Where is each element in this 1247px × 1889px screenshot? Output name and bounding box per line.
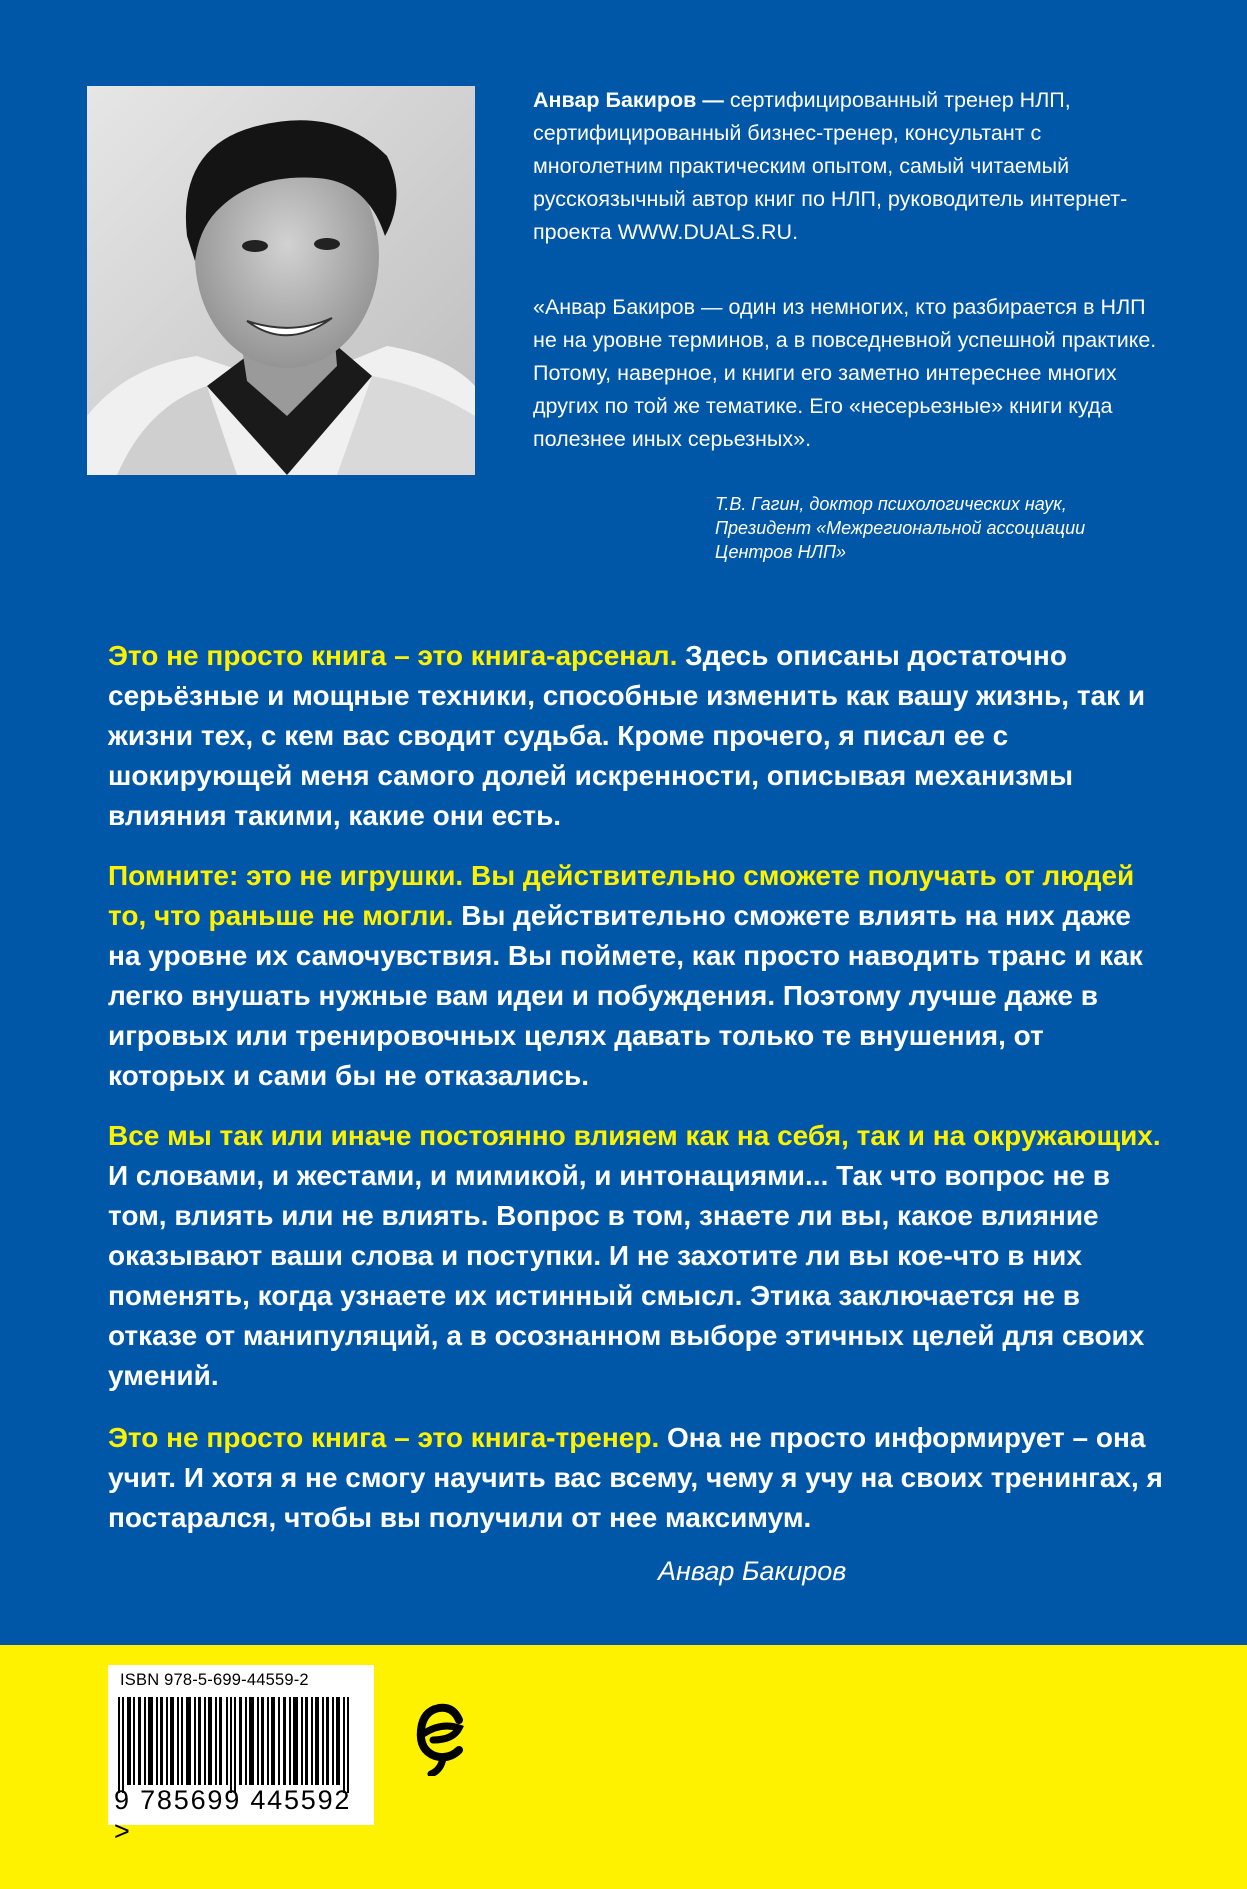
- paragraph-text: Она не просто информирует – она учит. И хотя я не смогу научить вас всему, чему я учу на своих тренингах, я постарался, чтобы вы получили от нее максимум.: [108, 1422, 1163, 1533]
- quote-attribution: [715, 492, 1155, 564]
- publisher-logo-icon: [413, 1700, 469, 1776]
- review-quote: «Анвар Бакиров — один из немногих, кто разбирается в НЛП не на уровне терминов, а в повседневной успешной практике. Потому, наверное, и книги его заметно интереснее многих других по той же тематике. Его «несерьезные» книги куда полезнее иных серьезных».: [533, 295, 1157, 451]
- author-name: Анвар Бакиров —: [533, 88, 724, 112]
- author-bio-text: сертифицированный тренер НЛП, сертифицированный бизнес-тренер, консультант с многолетним практическим опытом, самый читаемый русскоязычный автор книг по НЛП, руководитель интернет-проекта WWW.DUALS.RU.: [533, 88, 1128, 244]
- paragraph-text: И словами, и жестами, и мимикой, и интонациями... Так что вопрос не в том, влиять или не влиять. Вопрос в том, знаете ли вы, какое влияние оказывают ваши слова и поступки. И не захотите ли вы кое-что в них поменять, когда узнаете их истинный смысл. Этика заключается не в отказе от манипуляций, а в осознанном выборе этичных целей для своих умений.: [108, 1160, 1145, 1391]
- paragraph-influence: [108, 1116, 1168, 1396]
- author-bio: [533, 84, 1173, 249]
- isbn-label: ISBN 978-5-699-44559-2: [120, 1671, 309, 1689]
- author-signature: Анвар Бакиров: [658, 1556, 847, 1586]
- author-photo: [87, 86, 475, 475]
- attribution-line: Президент «Межрегиональной ассоциации: [715, 518, 1086, 538]
- paragraph-trainer: [108, 1418, 1168, 1538]
- barcode-digits: 9 785699 445592 >: [114, 1785, 352, 1846]
- paragraph-warning: [108, 856, 1168, 1096]
- paragraph-highlight: Помните: это не игрушки. Вы действительно сможете получать от людей то, что раньше не могли.: [108, 860, 1135, 931]
- paragraph-text: Вы действительно сможете влиять на них даже на уровне их самочувствия. Вы поймете, как просто наводить транс и как легко внушать нужные вам идеи и побуждения. Поэтому лучше даже в игровых или тренировочных целях давать только те внушения, от которых и сами бы не отказались.: [108, 900, 1143, 1091]
- paragraph-arsenal: [108, 636, 1168, 836]
- paragraph-text: Здесь описаны достаточно серьёзные и мощные техники, способные изменить как вашу жизнь, так и жизни тех, с кем вас сводит судьба. Кроме прочего, я писал ее с шокирующей меня самого долей искренности, описывая механизмы влияния такими, какие они есть.: [108, 640, 1146, 831]
- paragraph-highlight: Все мы так или иначе постоянно влияем как на себя, так и на окружающих.: [108, 1120, 1161, 1151]
- attribution-line: Центров НЛП»: [715, 542, 847, 562]
- barcode: [108, 1665, 374, 1846]
- attribution-line: Т.В. Гагин, доктор психологических наук,: [715, 494, 1067, 514]
- barcode-bars: [118, 1697, 364, 1793]
- paragraph-highlight: Это не просто книга – это книга-арсенал.: [108, 640, 678, 671]
- paragraph-highlight: Это не просто книга – это книга-тренер.: [108, 1422, 660, 1453]
